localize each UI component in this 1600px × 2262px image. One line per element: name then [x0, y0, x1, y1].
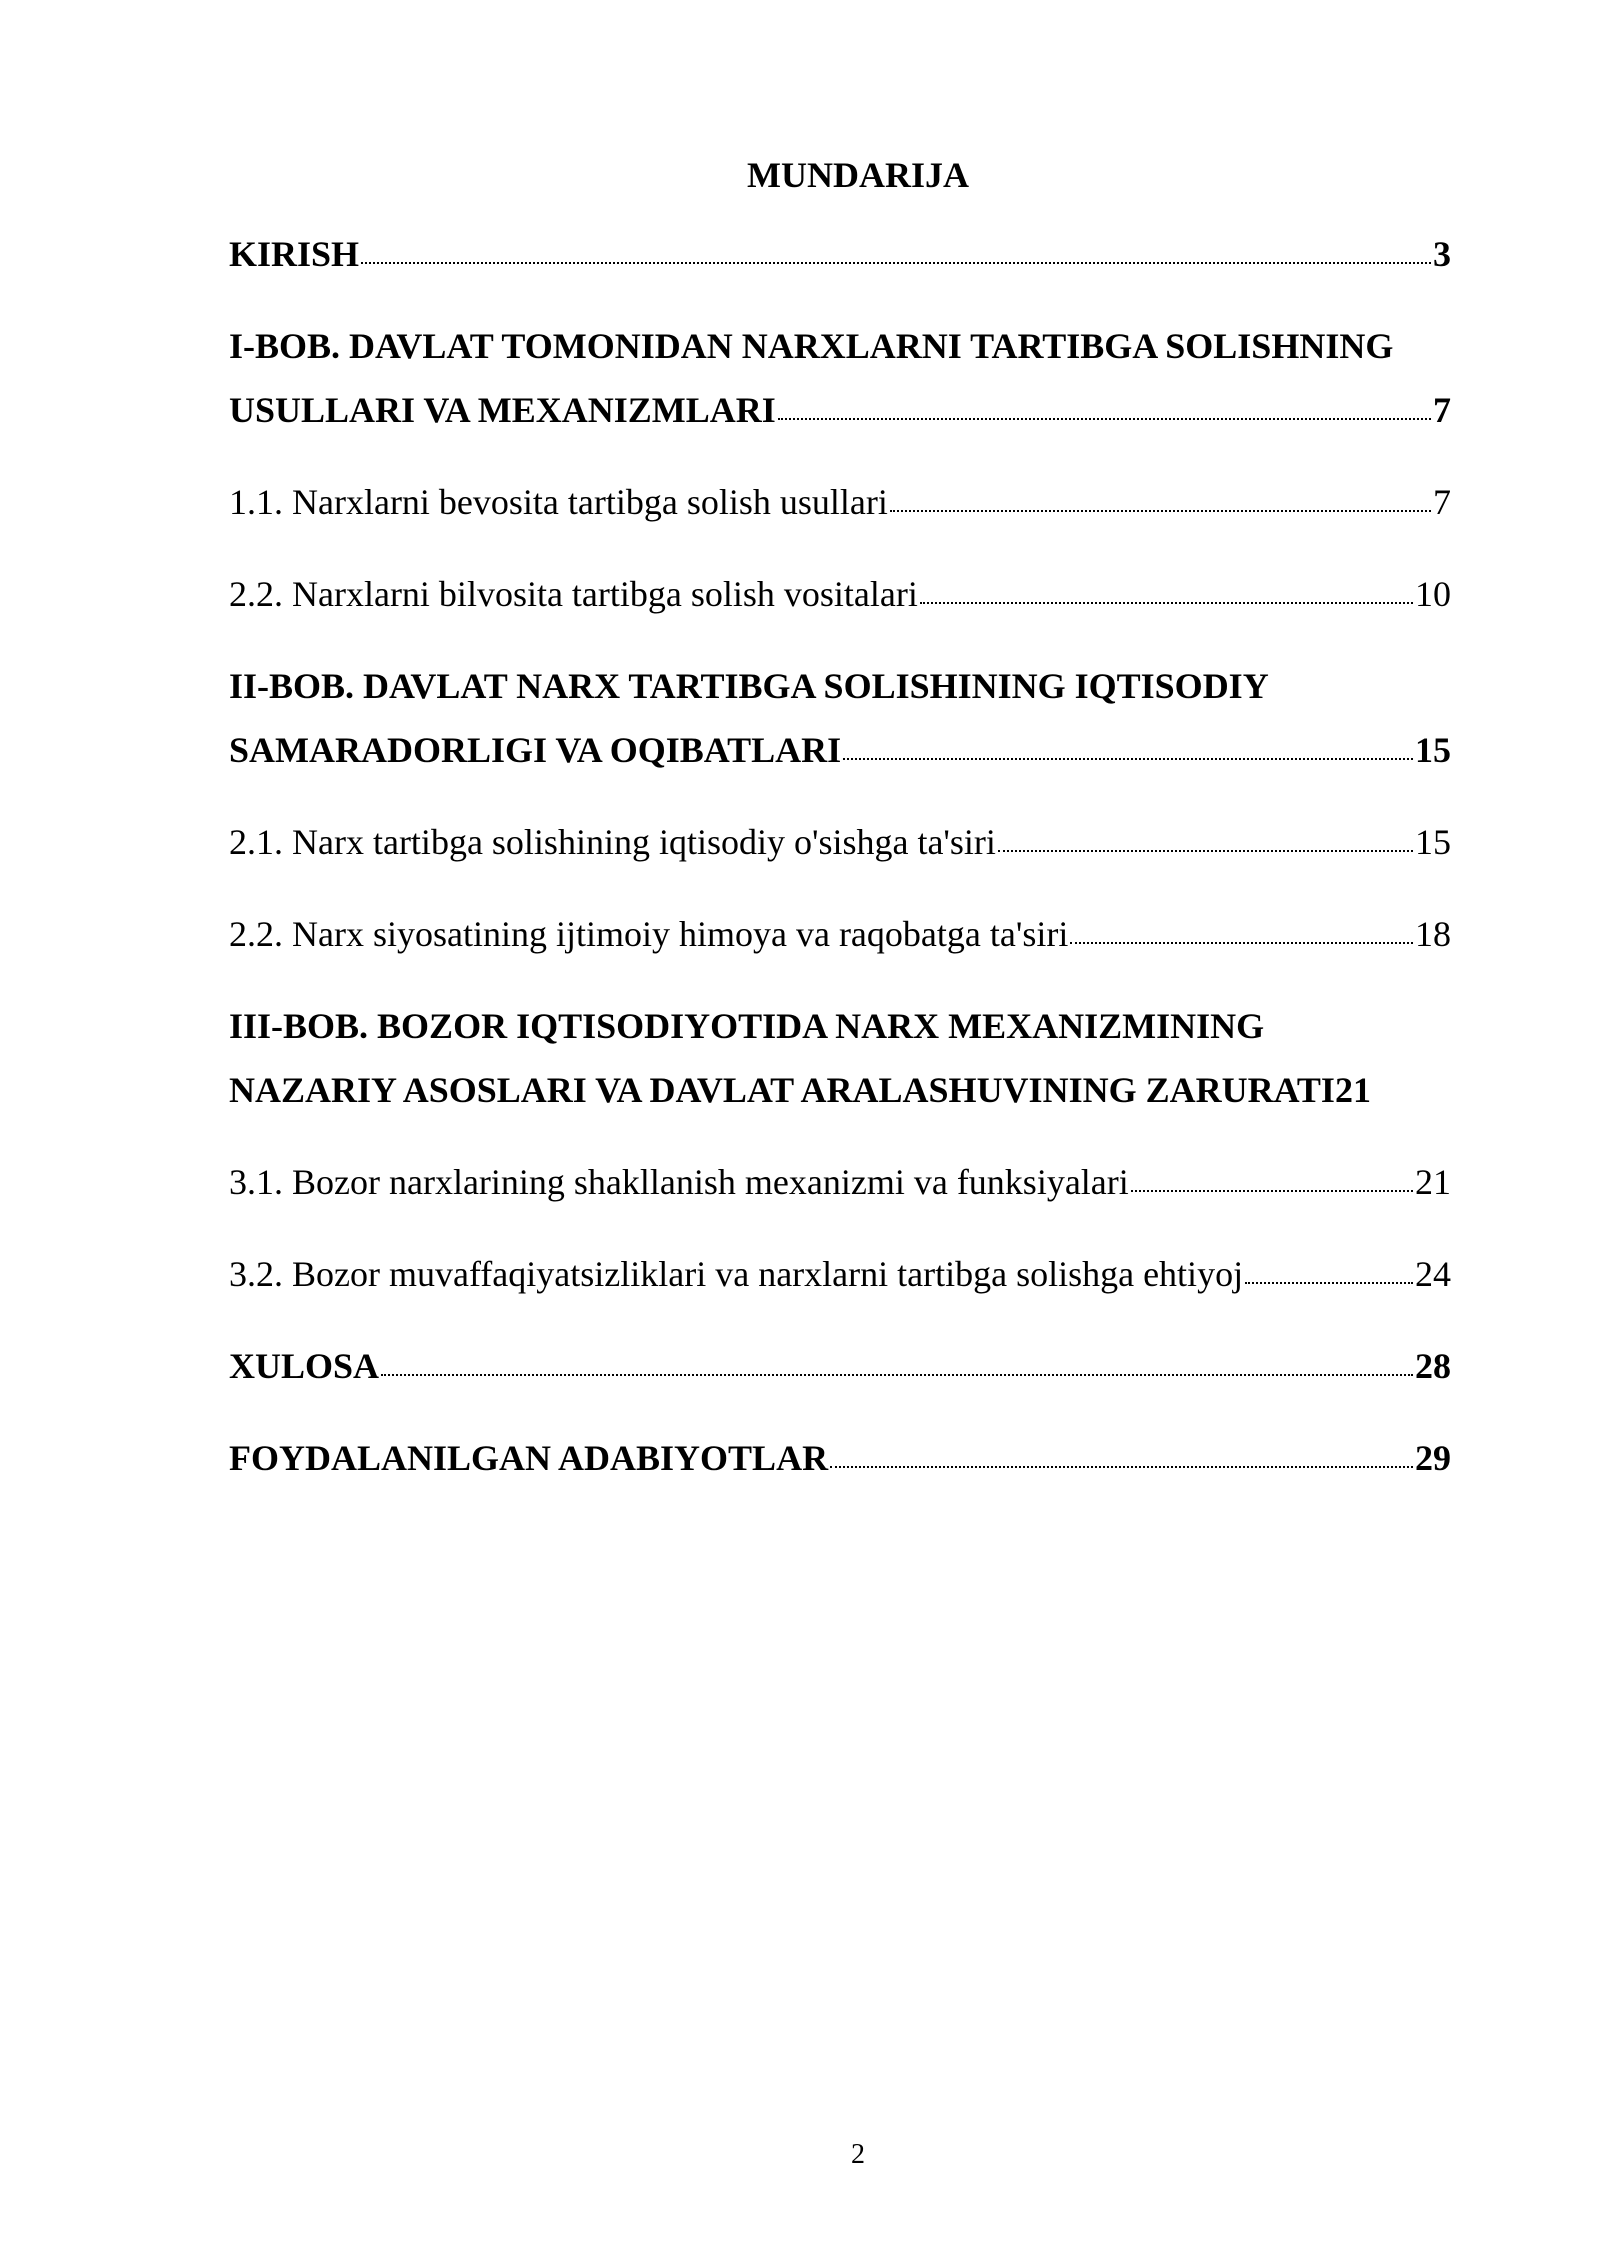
toc-page-number: 24 [1415, 1254, 1451, 1294]
toc-entry-section-2-2[interactable] [229, 912, 1451, 956]
dot-leader [998, 850, 1413, 852]
dot-leader [1245, 1282, 1413, 1284]
toc-entry-kirish[interactable] [229, 232, 1451, 276]
toc-entry-chapter-2[interactable] [229, 664, 1451, 772]
toc-entry-chapter-3[interactable] [229, 1004, 1451, 1112]
toc-entry-text: XULOSA [229, 1346, 380, 1386]
toc-page-number: 21 [1334, 1070, 1371, 1110]
dot-leader [1131, 1190, 1413, 1192]
toc-entry-text: NAZARIY ASOSLARI VA DAVLAT ARALASHUVINING ZARURATI [229, 1070, 1335, 1110]
toc-entry-text: 3.2. Bozor muvaffaqiyatsizliklari va narxlarni tartibga solishga ehtiyoj [229, 1254, 1244, 1294]
toc-entry-section-3-1[interactable] [229, 1160, 1451, 1204]
toc-page-number: 21 [1415, 1162, 1451, 1202]
dot-leader [1070, 942, 1413, 944]
toc-entry-text: 2.2. Narx siyosatining ijtimoiy himoya va raqobatga ta'siri [229, 914, 1069, 954]
toc-entry-text: 2.2. Narxlarni bilvosita tartibga solish vositalari [229, 574, 918, 614]
dot-leader [843, 758, 1413, 760]
toc-entry-text: 1.1. Narxlarni bevosita tartibga solish usullari [229, 482, 888, 522]
toc-entry-heading-line: II-BOB. DAVLAT NARX TARTIBGA SOLISHINING IQTISODIY [229, 666, 1269, 706]
dot-leader [920, 602, 1413, 604]
dot-leader [361, 262, 1431, 264]
toc-title: MUNDARIJA [747, 155, 969, 195]
toc-page-number: 28 [1415, 1346, 1451, 1386]
toc-entry-section-2-1[interactable] [229, 820, 1451, 864]
toc-page-number: 29 [1415, 1438, 1451, 1478]
toc-page-number: 7 [1433, 482, 1451, 522]
dot-leader [890, 510, 1431, 512]
toc-page-number: 10 [1415, 574, 1451, 614]
toc-entry-text: USULLARI VA MEXANIZMLARI [229, 390, 776, 430]
dot-leader [381, 1374, 1413, 1376]
toc-page-number: 3 [1433, 234, 1451, 274]
toc-entry-heading-line: I-BOB. DAVLAT TOMONIDAN NARXLARNI TARTIBGA SOLISHNING [229, 326, 1394, 366]
toc-entry-text: SAMARADORLIGI VA OQIBATLARI [229, 730, 842, 770]
toc-entry-section-3-2[interactable] [229, 1252, 1451, 1296]
toc-entry-section-1-2[interactable] [229, 572, 1451, 616]
page-number-footer: 2 [851, 2139, 865, 2170]
toc-entry-text: 2.1. Narx tartibga solishining iqtisodiy o'sishga ta'siri [229, 822, 996, 862]
toc-entry-section-1-1[interactable] [229, 480, 1451, 524]
toc-entry-text: 3.1. Bozor narxlarining shakllanish mexanizmi va funksiyalari [229, 1162, 1129, 1202]
toc-page-number: 15 [1415, 730, 1451, 770]
toc-page-number: 18 [1415, 914, 1451, 954]
toc-entry-text: KIRISH [229, 234, 360, 274]
toc-page-number: 15 [1415, 822, 1451, 862]
dot-leader [830, 1466, 1413, 1468]
toc-entry-text: FOYDALANILGAN ADABIYOTLAR [229, 1438, 829, 1478]
toc-entry-chapter-1[interactable] [229, 324, 1451, 432]
toc-entry-heading-line: III-BOB. BOZOR IQTISODIYOTIDA NARX MEXANIZMINING [229, 1006, 1265, 1046]
toc-entry-bibliography[interactable] [229, 1436, 1451, 1480]
dot-leader [778, 418, 1431, 420]
toc-entry-xulosa[interactable] [229, 1344, 1451, 1388]
toc-page-number: 7 [1433, 390, 1451, 430]
